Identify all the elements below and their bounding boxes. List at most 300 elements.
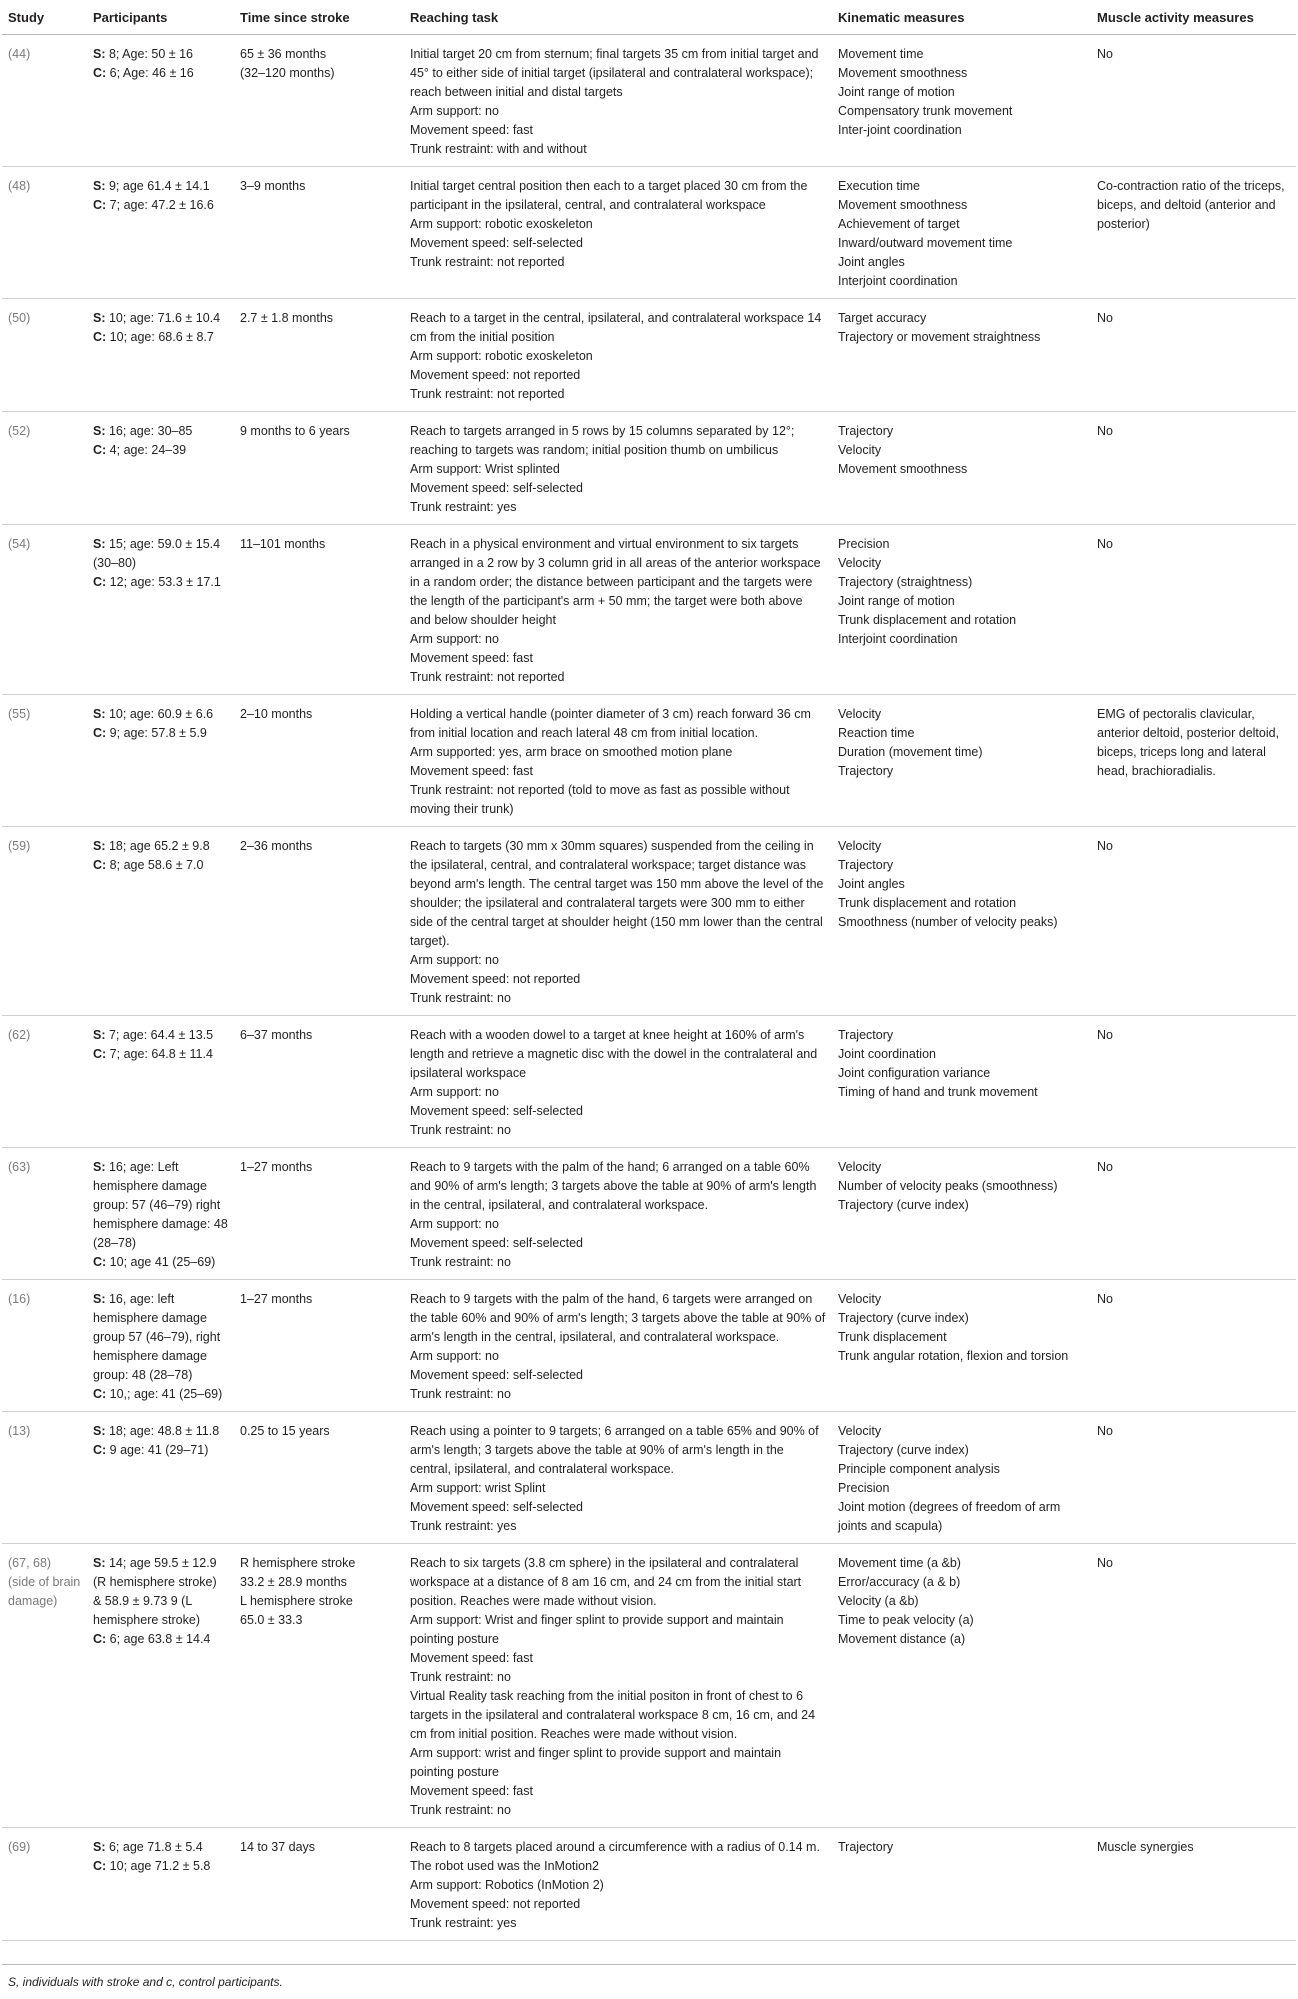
group-text: 6; age 63.8 ± 14.4 [106, 1632, 211, 1646]
group-text: 18; age: 48.8 ± 11.8 [105, 1424, 220, 1438]
kinematic-line: Trajectory [838, 764, 894, 778]
cell-task [404, 1412, 832, 1544]
task-line: Reach to targets (30 mm x 30mm squares) suspended from the ceiling in the ipsilateral, central, and contralateral workspace; target distance was beyond arm's length. The central target was 150 mm above the level of the shoulder; the ipsilateral and contralateral targets were 300 mm to either side of the central target at shoulder height (150 mm lower than the central target). [410, 839, 824, 948]
muscle-line: No [1097, 1556, 1113, 1570]
participant-group [93, 64, 228, 83]
group-text: 9; age: 57.8 ± 5.9 [106, 726, 207, 740]
cell-time [234, 1828, 404, 1941]
task-line: Arm support: no [410, 632, 499, 646]
group-text: 10,; age: 41 (25–69) [106, 1387, 223, 1401]
task-line: Trunk restraint: not reported [410, 670, 565, 684]
task-line: Arm support: robotic exoskeleton [410, 349, 593, 363]
task-line: Trunk restraint: not reported [410, 387, 565, 401]
muscle-line: No [1097, 1160, 1113, 1174]
cell-kinematic [832, 525, 1091, 695]
cell-participants [87, 412, 234, 525]
kinematic-line: Trajectory [838, 858, 894, 872]
task-line: Reach to six targets (3.8 cm sphere) in the ipsilateral and contralateral workspace at a distance of 8 am 16 cm, and 24 cm from the initial start position. Reaches were made without vision. [410, 1556, 802, 1608]
cell-time [234, 167, 404, 299]
muscle-line: Muscle synergies [1097, 1840, 1194, 1854]
task-line: Reach with a wooden dowel to a target at knee height at 160% of arm's length and retrieve a magnetic disc with the dowel in the contralateral and ipsilateral workspace [410, 1028, 818, 1080]
kinematic-line: Movement smoothness [838, 462, 968, 476]
cell-muscle [1091, 525, 1296, 695]
cell-task [404, 299, 832, 412]
participant-group [93, 1422, 228, 1441]
group-label: C: [93, 1255, 107, 1269]
footnote: S, individuals with stroke and c, control participants. [8, 1975, 283, 1989]
task-line: Movement speed: fast [410, 1784, 533, 1798]
kinematic-line: Movement time (a &b) [838, 1556, 961, 1570]
cell-participants [87, 1412, 234, 1544]
group-label: C: [93, 1387, 107, 1401]
participant-group [93, 1554, 228, 1630]
kinematic-line: Joint configuration variance [838, 1066, 991, 1080]
group-text: 10; age: 68.6 ± 8.7 [106, 330, 214, 344]
muscle-line: No [1097, 47, 1113, 61]
table-row [2, 525, 1296, 695]
task-line: Reach in a physical environment and virtual environment to six targets arranged in a 2 row by 3 column grid in all areas of the anterior workspace in a random order; the distance between participant and the targets were the length of the participant's arm + 50 mm; the target were both above and below shoulder height [410, 537, 821, 627]
task-line: Movement speed: not reported [410, 1897, 581, 1911]
task-line: Arm support: no [410, 104, 499, 118]
participant-group [93, 573, 228, 592]
muscle-line: No [1097, 537, 1113, 551]
studies-table [2, 0, 1296, 1941]
task-line: Arm support: wrist and finger splint to provide support and maintain pointing posture [410, 1746, 782, 1779]
group-text: 7; age: 64.8 ± 11.4 [106, 1047, 213, 1061]
cell-participants [87, 827, 234, 1016]
cell-muscle [1091, 35, 1296, 167]
muscle-line: No [1097, 839, 1113, 853]
participant-group [93, 177, 228, 196]
header-study: Study [2, 0, 87, 35]
group-label: S: [93, 1160, 106, 1174]
kinematic-line: Interjoint coordination [838, 274, 958, 288]
cell-participants [87, 1828, 234, 1941]
study-line: (48) [8, 179, 31, 193]
cell-time [234, 525, 404, 695]
muscle-line: No [1097, 1028, 1113, 1042]
group-text: 8; Age: 50 ± 16 [105, 47, 193, 61]
table-row [2, 1828, 1296, 1941]
task-line: Movement speed: self-selected [410, 1500, 584, 1514]
cell-task [404, 827, 832, 1016]
task-line: Arm support: Wrist and finger splint to provide support and maintain pointing posture [410, 1613, 784, 1646]
kinematic-line: Number of velocity peaks (smoothness) [838, 1179, 1058, 1193]
task-line: Trunk restraint: yes [410, 1916, 517, 1930]
kinematic-line: Movement time [838, 47, 924, 61]
participant-group [93, 422, 228, 441]
kinematic-line: Trajectory (curve index) [838, 1198, 969, 1212]
kinematic-line: Inward/outward movement time [838, 236, 1013, 250]
group-label: S: [93, 839, 106, 853]
muscle-line: No [1097, 1424, 1113, 1438]
kinematic-line: Time to peak velocity (a) [838, 1613, 974, 1627]
footnote-divider [2, 1964, 1296, 1965]
study-line: (16) [8, 1292, 31, 1306]
time-line: 6–37 months [240, 1028, 313, 1042]
table-row [2, 1412, 1296, 1544]
kinematic-line: Precision [838, 1481, 890, 1495]
task-line: Reach to 9 targets with the palm of the hand; 6 arranged on a table 60% and 90% of arm's length; 3 targets above the table at 90% of arm's length in the central, ipsilateral, and contralateral workspace. [410, 1160, 817, 1212]
cell-study [2, 1412, 87, 1544]
cell-study [2, 1016, 87, 1148]
time-line: 14 to 37 days [240, 1840, 316, 1854]
task-line: Trunk restraint: with and without [410, 142, 587, 156]
participant-group [93, 724, 228, 743]
cell-kinematic [832, 1148, 1091, 1280]
header-time: Time since stroke [234, 0, 404, 35]
kinematic-line: Joint angles [838, 877, 905, 891]
group-text: 10; age 71.2 ± 5.8 [106, 1859, 211, 1873]
table-row [2, 827, 1296, 1016]
time-line: 65.0 ± 33.3 [240, 1613, 303, 1627]
participant-group [93, 535, 228, 573]
group-label: C: [93, 330, 107, 344]
kinematic-line: Movement smoothness [838, 198, 968, 212]
group-text: 12; age: 53.3 ± 17.1 [106, 575, 221, 589]
cell-task [404, 35, 832, 167]
task-line: Movement speed: fast [410, 123, 533, 137]
study-line: (side of brain damage) [8, 1575, 81, 1608]
table-row [2, 1280, 1296, 1412]
cell-muscle [1091, 1280, 1296, 1412]
time-line: 1–27 months [240, 1292, 313, 1306]
group-label: S: [93, 537, 106, 551]
task-line: Trunk restraint: yes [410, 500, 517, 514]
participant-group [93, 1441, 228, 1460]
participant-group [93, 1385, 228, 1404]
task-line: Trunk restraint: yes [410, 1519, 517, 1533]
task-line: Trunk restraint: no [410, 1803, 511, 1817]
participant-group [93, 1045, 228, 1064]
cell-kinematic [832, 1828, 1091, 1941]
time-line: (32–120 months) [240, 66, 335, 80]
group-text: 14; age 59.5 ± 12.9 (R hemisphere stroke) & 58.9 ± 9.73 9 (L hemisphere stroke) [93, 1556, 217, 1627]
task-line: Trunk restraint: not reported [410, 255, 565, 269]
participant-group [93, 1838, 228, 1857]
study-line: (62) [8, 1028, 31, 1042]
participant-group [93, 328, 228, 347]
participant-group [93, 1158, 228, 1253]
cell-participants [87, 299, 234, 412]
kinematic-line: Duration (movement time) [838, 745, 983, 759]
cell-task [404, 1828, 832, 1941]
group-label: C: [93, 443, 107, 457]
cell-kinematic [832, 827, 1091, 1016]
kinematic-line: Compensatory trunk movement [838, 104, 1013, 118]
task-line: Movement speed: self-selected [410, 1104, 584, 1118]
group-label: S: [93, 1556, 106, 1570]
table-row [2, 35, 1296, 167]
header-participants: Participants [87, 0, 234, 35]
time-line: 2–36 months [240, 839, 313, 853]
kinematic-line: Trunk displacement and rotation [838, 613, 1017, 627]
task-line: Movement speed: self-selected [410, 236, 584, 250]
cell-participants [87, 695, 234, 827]
task-line: Reach to a target in the central, ipsilateral, and contralateral workspace 14 cm from the initial position [410, 311, 822, 344]
cell-kinematic [832, 695, 1091, 827]
group-text: 6; Age: 46 ± 16 [106, 66, 194, 80]
cell-muscle [1091, 167, 1296, 299]
table-row [2, 1544, 1296, 1828]
muscle-line: No [1097, 1292, 1113, 1306]
group-label: C: [93, 726, 107, 740]
task-line: Arm support: no [410, 1085, 499, 1099]
group-label: C: [93, 1632, 107, 1646]
group-text: 15; age: 59.0 ± 15.4 (30–80) [93, 537, 221, 570]
task-line: Arm support: Robotics (InMotion 2) [410, 1878, 604, 1892]
kinematic-line: Trajectory [838, 1840, 894, 1854]
group-label: S: [93, 47, 106, 61]
task-line: Movement speed: self-selected [410, 481, 584, 495]
group-label: S: [93, 424, 106, 438]
group-label: C: [93, 198, 107, 212]
task-line: Arm supported: yes, arm brace on smoothed motion plane [410, 745, 733, 759]
kinematic-line: Inter-joint coordination [838, 123, 962, 137]
cell-muscle [1091, 827, 1296, 1016]
cell-time [234, 695, 404, 827]
task-line: Arm support: Wrist splinted [410, 462, 560, 476]
cell-muscle [1091, 1016, 1296, 1148]
cell-study [2, 1148, 87, 1280]
kinematic-line: Movement distance (a) [838, 1632, 966, 1646]
table-row [2, 695, 1296, 827]
task-line: Initial target central position then each to a target placed 30 cm from the participant in the ipsilateral, central, and contralateral workspace [410, 179, 808, 212]
cell-study [2, 412, 87, 525]
muscle-line: EMG of pectoralis clavicular, anterior deltoid, posterior deltoid, biceps, triceps long and lateral head, brachioradialis. [1097, 707, 1280, 778]
cell-participants [87, 1148, 234, 1280]
kinematic-line: Joint range of motion [838, 594, 955, 608]
participant-group [93, 441, 228, 460]
group-label: C: [93, 1443, 107, 1457]
task-line: Arm support: wrist Splint [410, 1481, 546, 1495]
kinematic-line: Trajectory (curve index) [838, 1443, 969, 1457]
task-line: Arm support: robotic exoskeleton [410, 217, 593, 231]
table-header-row [2, 0, 1296, 35]
cell-participants [87, 1016, 234, 1148]
cell-task [404, 1016, 832, 1148]
participant-group [93, 1290, 228, 1385]
time-line: 11–101 months [240, 537, 326, 551]
participant-group [93, 1857, 228, 1876]
task-line: Movement speed: not reported [410, 972, 581, 986]
kinematic-line: Velocity [838, 556, 882, 570]
kinematic-line: Execution time [838, 179, 920, 193]
kinematic-line: Velocity [838, 707, 882, 721]
group-text: 16, age: left hemisphere damage group 57 (46–79), right hemisphere damage group: 48 (28–78) [93, 1292, 221, 1382]
group-text: 7; age: 47.2 ± 16.6 [106, 198, 214, 212]
task-line: Reach to 8 targets placed around a circumference with a radius of 0.14 m. The robot used was the InMotion2 [410, 1840, 820, 1873]
cell-muscle [1091, 299, 1296, 412]
cell-study [2, 299, 87, 412]
cell-study [2, 1828, 87, 1941]
cell-time [234, 299, 404, 412]
cell-muscle [1091, 1828, 1296, 1941]
group-text: 9 age: 41 (29–71) [106, 1443, 209, 1457]
cell-participants [87, 167, 234, 299]
time-line: 9 months to 6 years [240, 424, 350, 438]
cell-participants [87, 525, 234, 695]
group-text: 18; age 65.2 ± 9.8 [105, 839, 210, 853]
cell-kinematic [832, 1016, 1091, 1148]
group-text: 10; age: 71.6 ± 10.4 [105, 311, 221, 325]
cell-kinematic [832, 299, 1091, 412]
task-line: Trunk restraint: no [410, 1670, 511, 1684]
group-text: 6; age 71.8 ± 5.4 [105, 1840, 203, 1854]
header-kinematic: Kinematic measures [832, 0, 1091, 35]
study-line: (13) [8, 1424, 31, 1438]
cell-time [234, 1412, 404, 1544]
participant-group [93, 1253, 228, 1272]
group-label: C: [93, 858, 107, 872]
cell-muscle [1091, 1148, 1296, 1280]
participant-group [93, 45, 228, 64]
study-line: (55) [8, 707, 31, 721]
muscle-line: No [1097, 311, 1113, 325]
kinematic-line: Joint motion (degrees of freedom of arm joints and scapula) [838, 1500, 1061, 1533]
kinematic-line: Velocity [838, 443, 882, 457]
kinematic-line: Velocity [838, 1424, 882, 1438]
group-text: 10; age 41 (25–69) [106, 1255, 216, 1269]
task-line: Trunk restraint: no [410, 1255, 511, 1269]
time-line: R hemisphere stroke [240, 1556, 356, 1570]
group-text: 8; age 58.6 ± 7.0 [106, 858, 204, 872]
table-row [2, 1148, 1296, 1280]
kinematic-line: Movement smoothness [838, 66, 968, 80]
cell-muscle [1091, 1412, 1296, 1544]
cell-study [2, 827, 87, 1016]
cell-task [404, 1148, 832, 1280]
participant-group [93, 1026, 228, 1045]
task-line: Arm support: no [410, 1217, 499, 1231]
time-line: 1–27 months [240, 1160, 313, 1174]
kinematic-line: Trajectory [838, 424, 894, 438]
group-label: S: [93, 311, 106, 325]
cell-task [404, 695, 832, 827]
cell-study [2, 167, 87, 299]
table-row [2, 1016, 1296, 1148]
cell-study [2, 1544, 87, 1828]
time-line: 0.25 to 15 years [240, 1424, 330, 1438]
kinematic-line: Trajectory [838, 1028, 894, 1042]
header-muscle: Muscle activity measures [1091, 0, 1296, 35]
cell-kinematic [832, 1544, 1091, 1828]
cell-participants [87, 1544, 234, 1828]
cell-kinematic [832, 1412, 1091, 1544]
cell-participants [87, 1280, 234, 1412]
cell-time [234, 827, 404, 1016]
task-line: Arm support: no [410, 1349, 499, 1363]
kinematic-line: Precision [838, 537, 890, 551]
task-line: Holding a vertical handle (pointer diameter of 3 cm) reach forward 36 cm from initial location and reach lateral 48 cm from initial location. [410, 707, 811, 740]
cell-task [404, 1544, 832, 1828]
time-line: 2.7 ± 1.8 months [240, 311, 334, 325]
cell-time [234, 412, 404, 525]
time-line: 3–9 months [240, 179, 306, 193]
cell-task [404, 525, 832, 695]
group-text: 9; age 61.4 ± 14.1 [105, 179, 210, 193]
cell-time [234, 1148, 404, 1280]
kinematic-line: Velocity [838, 1292, 882, 1306]
cell-study [2, 1280, 87, 1412]
kinematic-line: Smoothness (number of velocity peaks) [838, 915, 1058, 929]
cell-study [2, 525, 87, 695]
group-label: S: [93, 179, 106, 193]
group-label: S: [93, 1840, 106, 1854]
cell-task [404, 412, 832, 525]
kinematic-line: Target accuracy [838, 311, 927, 325]
study-line: (67, 68) [8, 1556, 52, 1570]
cell-task [404, 1280, 832, 1412]
group-label: S: [93, 1424, 106, 1438]
table-row [2, 299, 1296, 412]
kinematic-line: Reaction time [838, 726, 915, 740]
kinematic-line: Trunk displacement and rotation [838, 896, 1017, 910]
task-line: Reach to targets arranged in 5 rows by 15 columns separated by 12°; reaching to targets was random; initial position thumb on umbilicus [410, 424, 795, 457]
task-line: Movement speed: fast [410, 651, 533, 665]
time-line: 65 ± 36 months [240, 47, 327, 61]
task-line: Trunk restraint: no [410, 1123, 511, 1137]
cell-study [2, 695, 87, 827]
kinematic-line: Velocity [838, 1160, 882, 1174]
cell-time [234, 1016, 404, 1148]
group-label: S: [93, 1292, 106, 1306]
cell-participants [87, 35, 234, 167]
task-line: Trunk restraint: no [410, 1387, 511, 1401]
kinematic-line: Trajectory (curve index) [838, 1311, 969, 1325]
kinematic-line: Joint angles [838, 255, 905, 269]
cell-muscle [1091, 1544, 1296, 1828]
task-line: Movement speed: self-selected [410, 1368, 584, 1382]
task-line: Movement speed: fast [410, 1651, 533, 1665]
kinematic-line: Joint range of motion [838, 85, 955, 99]
group-label: S: [93, 1028, 106, 1042]
kinematic-line: Trajectory or movement straightness [838, 330, 1041, 344]
study-line: (54) [8, 537, 31, 551]
group-text: 16; age: 30–85 [105, 424, 193, 438]
task-line: Virtual Reality task reaching from the initial positon in front of chest to 6 targets in the ipsilateral and contralateral workspace 8 cm, 16 cm, and 24 cm from initial position. Reaches were made without vision. [410, 1689, 816, 1741]
study-line: (44) [8, 47, 31, 61]
table-body [2, 35, 1296, 1941]
study-line: (69) [8, 1840, 31, 1854]
header-task: Reaching task [404, 0, 832, 35]
kinematic-line: Trajectory (straightness) [838, 575, 973, 589]
task-line: Movement speed: not reported [410, 368, 581, 382]
task-line: Trunk restraint: no [410, 991, 511, 1005]
cell-time [234, 1280, 404, 1412]
table-row [2, 412, 1296, 525]
participant-group [93, 705, 228, 724]
kinematic-line: Achievement of target [838, 217, 960, 231]
task-line: Trunk restraint: not reported (told to move as fast as possible without moving their trunk) [410, 783, 790, 816]
task-line: Movement speed: self-selected [410, 1236, 584, 1250]
kinematic-line: Velocity [838, 839, 882, 853]
cell-study [2, 35, 87, 167]
study-line: (52) [8, 424, 31, 438]
participant-group [93, 837, 228, 856]
table-row [2, 167, 1296, 299]
cell-time [234, 35, 404, 167]
kinematic-line: Joint coordination [838, 1047, 936, 1061]
study-line: (63) [8, 1160, 31, 1174]
participant-group [93, 1630, 228, 1649]
study-line: (50) [8, 311, 31, 325]
cell-kinematic [832, 1280, 1091, 1412]
study-line: (59) [8, 839, 31, 853]
kinematic-line: Timing of hand and trunk movement [838, 1085, 1038, 1099]
participant-group [93, 196, 228, 215]
group-label: C: [93, 66, 107, 80]
